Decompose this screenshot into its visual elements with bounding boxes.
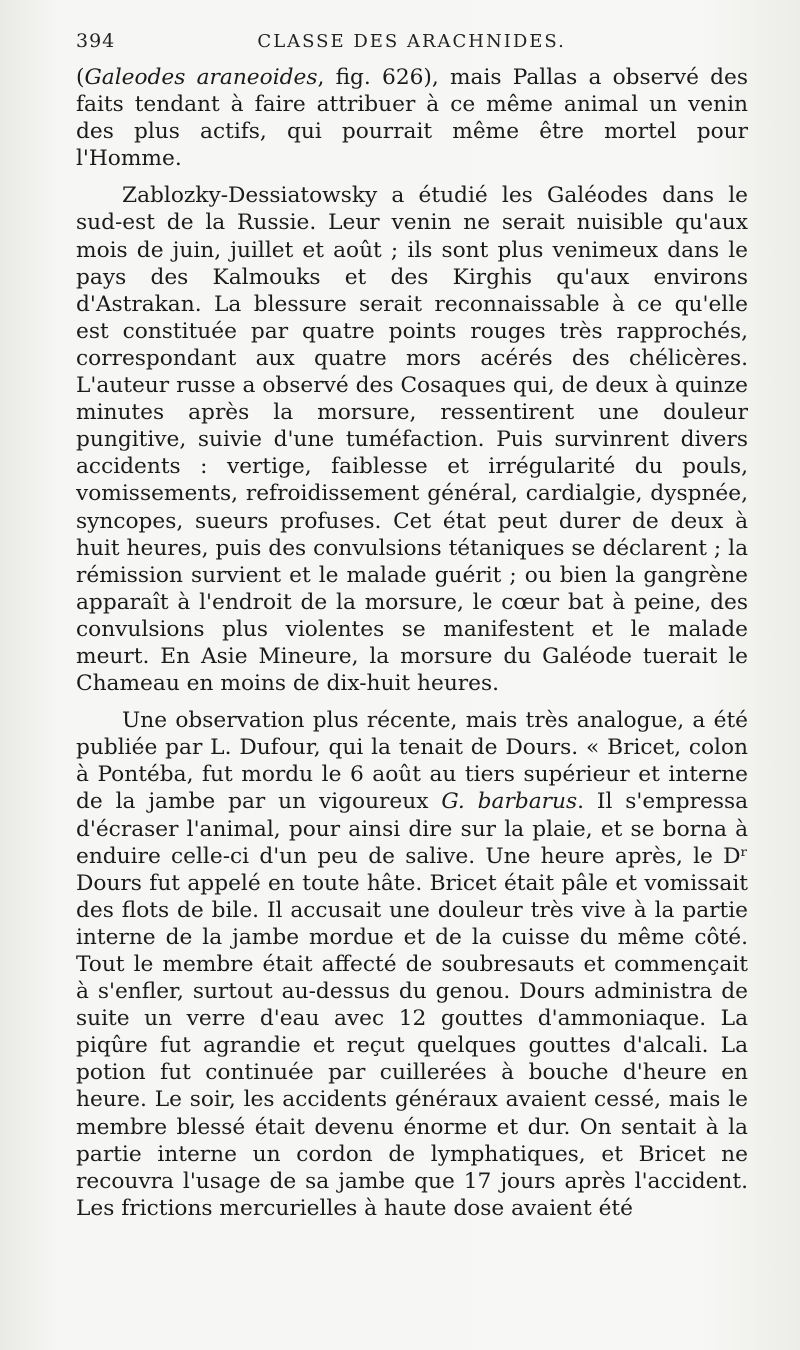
running-title: CLASSE DES ARACHNIDES. [257, 31, 566, 52]
paragraph-2 [76, 182, 748, 697]
text-segment: Zablozky-Dessiatowsky a étudié les Galéodes dans le sud-est de la Russie. Leur venin ne serait nuisible qu'aux mois de juin, juillet et août ; ils sont plus venimeux dans le pays des Kalmouks et des Kirghis qu'aux environs d'Astrakan. La blessure serait reconnaissable à ce qu'elle est constituée par quatre points rouges très rapprochés, correspondant aux quatre mors acérés des chélicères. L'auteur russe a observé des Cosaques qui, de deux à quinze minutes après la morsure, ressentirent une douleur pungitive, suivie d'une tuméfaction. Puis survinrent divers accidents : vertige, faiblesse et irrégularité du pouls, vomissements, refroidissement général, cardialgie, dyspnée, syncopes, sueurs profuses. Cet état peut durer de deux à huit heures, puis des convulsions tétaniques se déclarent ; la rémission survient et le malade guérit ; ou bien la gangrène apparaît à l'endroit de la morsure, le cœur bat à peine, des convulsions plus violentes se manifestent et le malade meurt. En Asie Mineure, la morsure du Galéode tuerait le Chameau en moins de dix-huit heures. [76, 183, 748, 697]
text-segment: . Il s'empressa d'écraser l'animal, pour ainsi dire sur la plaie, et se borna à enduire celle-ci d'un peu de salive. Une heure après, le Dʳ Dours fut appelé en toute hâte. Bricet était pâle et vomissait des flots de bile. Il accusait une douleur très vive à la partie interne de la jambe mordue et de la cuisse du même côté. Tout le membre était affecté de soubresauts et commençait à s'enfler, surtout au-dessus du genou. Dours administra de suite un verre d'eau avec 12 gouttes d'ammoniaque. La piqûre fut agrandie et reçut quelques gouttes d'alcali. La potion fut continuée par cuillerées à bouche d'heure en heure. Le soir, les accidents généraux avaient cessé, mais le membre blessé était devenu énorme et dur. On sentait à la partie interne un cordon de lymphatiques, et Bricet ne recouvra l'usage de sa jambe que 17 jours après l'accident. Les frictions mercurielles à haute dose avaient été [76, 789, 749, 1221]
taxon-name: Galeodes araneoides [84, 65, 318, 90]
paragraph-3 [76, 707, 748, 1222]
text-segment: ( [76, 65, 85, 90]
page-number: 394 [76, 30, 116, 52]
running-head [76, 30, 748, 52]
page-body [76, 64, 748, 1222]
paragraph-1 [76, 64, 748, 172]
text-segment: , fig. 626), mais Pallas a observé des faits tendant à faire attribuer à ce même animal un venin des plus actifs, qui pourrait même être mortel pour l'Homme. [76, 65, 748, 172]
text-segment: Une observation plus récente, mais très analogue, a été publiée par L. Dufour, qui la tenait de Dours. « Bricet, colon à Pontéba, fut mordu le 6 août au tiers supérieur et interne de la jambe par un vigoureux [76, 708, 748, 815]
taxon-name: G. barbarus [441, 789, 578, 815]
